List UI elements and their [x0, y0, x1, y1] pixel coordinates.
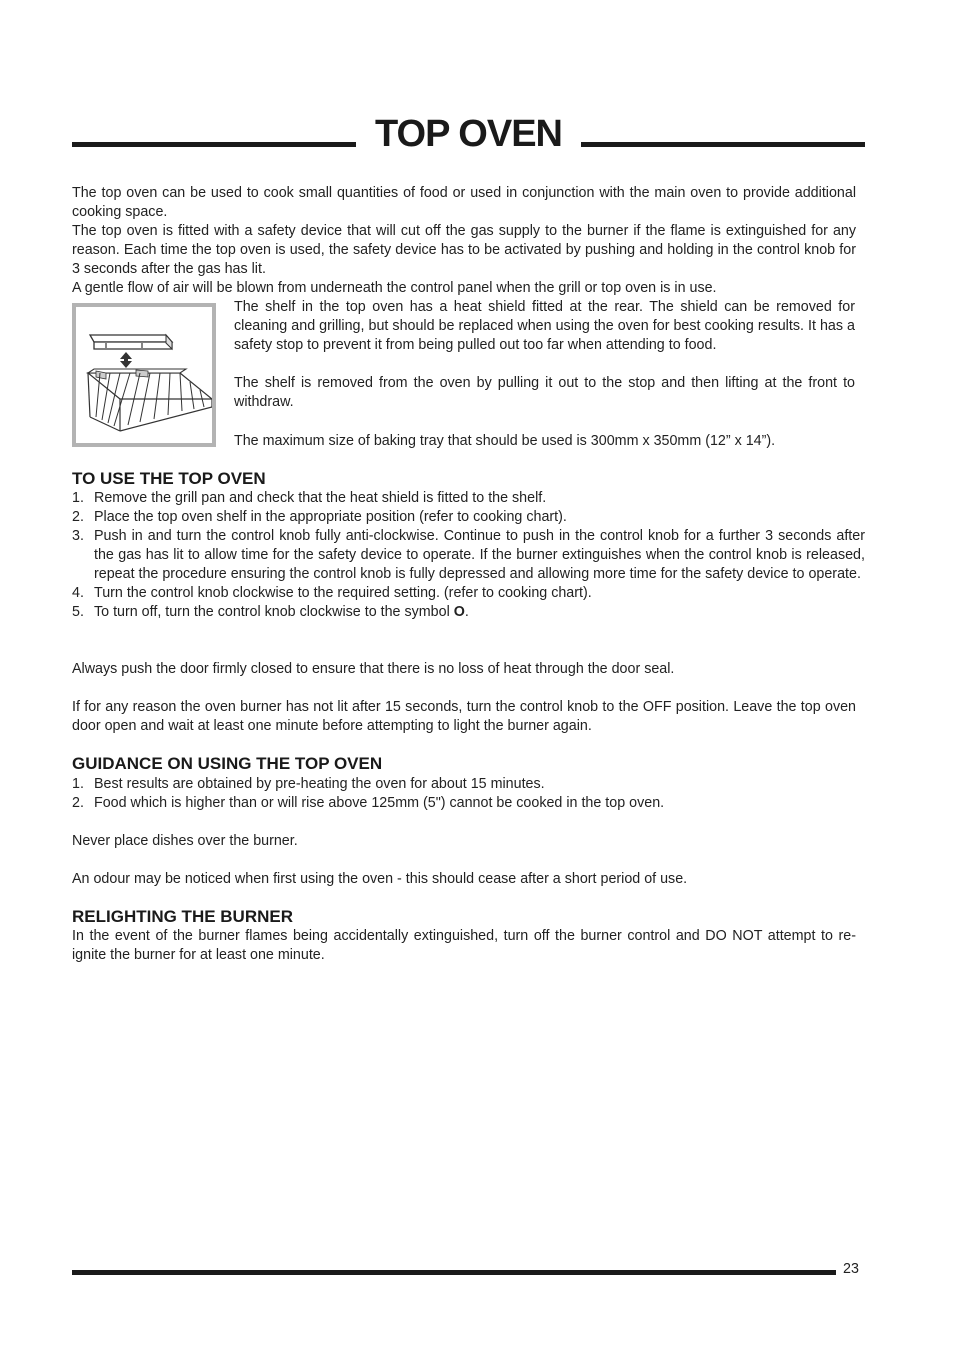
- list-item: 1. Remove the grill pan and check that the heat shield is fitted to the shelf.: [72, 490, 547, 506]
- list-item: 2. Food which is higher than or will rise above 125mm (5") cannot be cooked in the top oven.: [72, 795, 665, 811]
- heading-to-use-top-oven: TO USE THE TOP OVEN: [72, 469, 266, 488]
- shelf-with-heat-shield-icon: [76, 307, 212, 443]
- intro-paragraph-3: A gentle flow of air will be blown from underneath the control panel when the grill or top oven is in use.: [72, 280, 717, 296]
- dishes-note: Never place dishes over the burner.: [72, 833, 298, 849]
- footer-rule: [72, 1270, 836, 1275]
- page-title: TOP OVEN: [375, 113, 562, 155]
- list-item: 1. Best results are obtained by pre-heating the oven for about 15 minutes.: [72, 776, 545, 792]
- list-item: 3. Push in and turn the control knob fully anti-clockwise. Continue to push in the control knob for a further 3 seconds after the gas has lit to allow time for the safety device to operate. If the burner extinguishes when the control knob is released, repeat the procedure ensuring the control knob is fully depressed and allowing more time for the safety device to operate.: [72, 528, 865, 582]
- shelf-heat-shield-figure: [72, 303, 216, 447]
- title-row: [72, 112, 865, 156]
- intro-paragraph-1: The top oven can be used to cook small quantities of food or used in conjunction with the main oven to provide additional cooking space.: [72, 185, 856, 220]
- shelf-paragraph-2: The shelf is removed from the oven by pulling it out to the stop and then lifting at the front to withdraw.: [234, 375, 855, 410]
- burner-not-lit-note: If for any reason the oven burner has not lit after 15 seconds, turn the control knob to the OFF position. Leave the top oven door open and wait at least one minute before attempting to light the burner again.: [72, 699, 856, 734]
- page-number: 23: [843, 1261, 859, 1277]
- intro-paragraph-2: The top oven is fitted with a safety device that will cut off the gas supply to the burner if the flame is extinguished for any reason. Each time the top oven is used, the safety device has to be activated by pushing and holding in the control knob for 3 seconds after the gas has lit.: [72, 223, 856, 277]
- off-symbol: O: [453, 604, 465, 620]
- door-seal-note: Always push the door firmly closed to ensure that there is no loss of heat through the door seal.: [72, 661, 675, 677]
- list-item: 2. Place the top oven shelf in the appropriate position (refer to cooking chart).: [72, 509, 567, 525]
- title-rule-right: [581, 142, 865, 147]
- shelf-paragraph-3: The maximum size of baking tray that should be used is 300mm x 350mm (12” x 14”).: [234, 433, 776, 449]
- use-steps-list: [72, 489, 865, 622]
- heading-relighting: RELIGHTING THE BURNER: [72, 907, 293, 926]
- shelf-paragraph-1: The shelf in the top oven has a heat shield fitted at the rear. The shield can be removed for cleaning and grilling, but should be replaced when using the oven for best cooking results. It has a safety stop to prevent it from being pulled out too far when attending to food.: [234, 299, 855, 353]
- heading-guidance: GUIDANCE ON USING THE TOP OVEN: [72, 754, 383, 773]
- odour-note: An odour may be noticed when first using the oven - this should cease after a short period of use.: [72, 871, 688, 887]
- list-item: 5. To turn off, turn the control knob clockwise to the symbol O.: [72, 604, 469, 620]
- title-rule-left: [72, 142, 356, 147]
- relighting-paragraph: In the event of the burner flames being accidentally extinguished, turn off the burner control and DO NOT attempt to re-ignite the burner for at least one minute.: [72, 928, 856, 963]
- list-item: 4. Turn the control knob clockwise to the required setting. (refer to cooking chart).: [72, 585, 592, 601]
- guidance-steps-list: [72, 775, 865, 813]
